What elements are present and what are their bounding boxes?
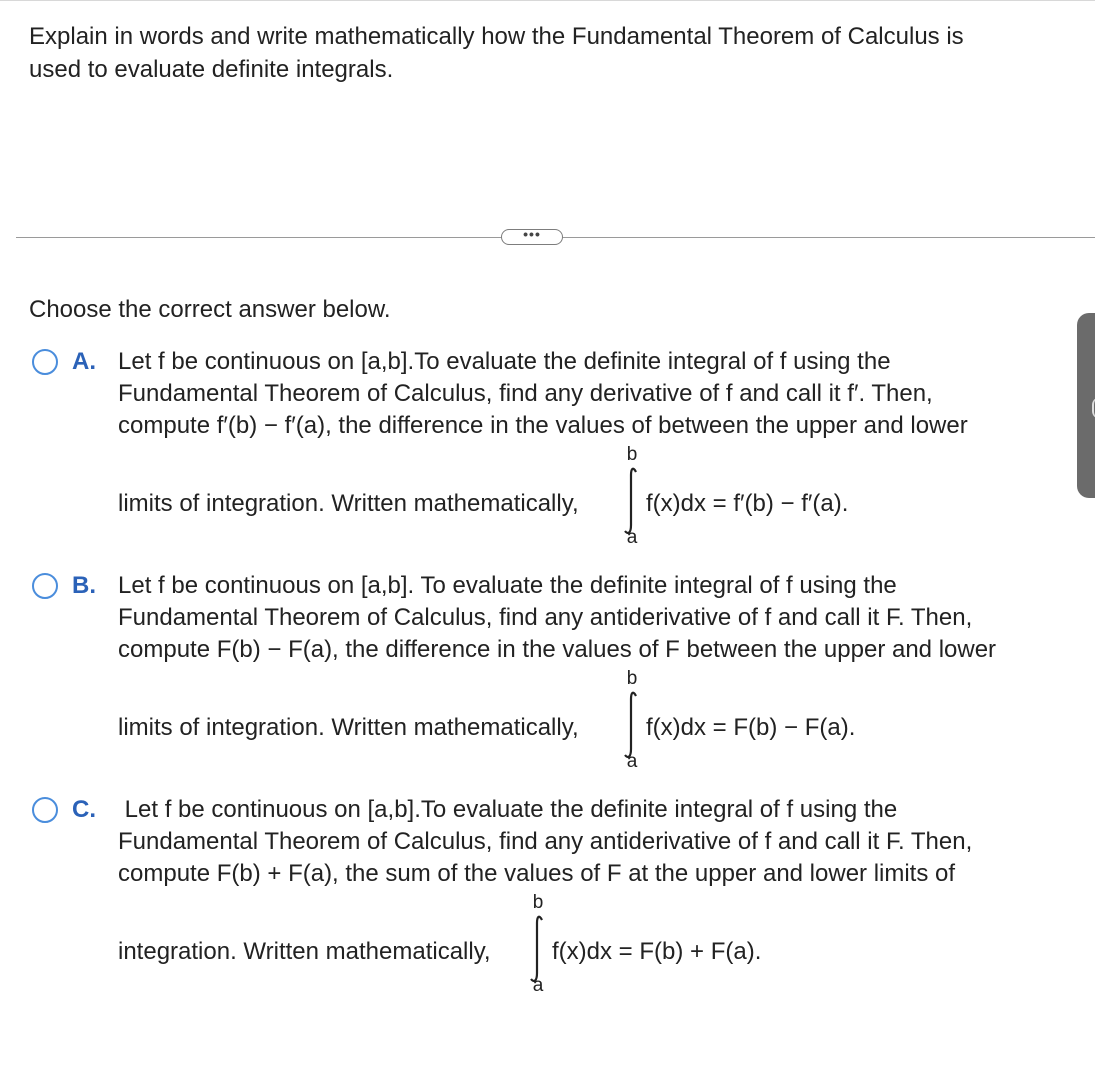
option-b-math-prefix: limits of integration. Written mathematically, <box>118 714 579 741</box>
radio-button-c[interactable] <box>32 797 58 823</box>
lower-limit-b: a <box>626 751 638 772</box>
expand-more-button[interactable] <box>501 226 563 245</box>
option-c-line-1: Let f be continuous on [a,b].To evaluate the definite integral of f using the <box>118 796 898 823</box>
answer-option-a[interactable] <box>0 345 1095 555</box>
option-c-line-2: Fundamental Theorem of Calculus, find any antiderivative of f and call it F. Then, <box>118 828 973 855</box>
answer-prompt: Choose the correct answer below. <box>29 296 391 323</box>
radio-button-a[interactable] <box>32 349 58 375</box>
option-b-line-3: compute F(b) − F(a), the difference in the values of F between the upper and lower <box>118 636 997 663</box>
option-letter-a: A. <box>72 348 96 375</box>
option-text-b <box>118 570 1083 666</box>
option-c-math-line <box>118 936 491 968</box>
option-text-c <box>118 794 1083 890</box>
more-dots-icon: ••• <box>523 226 541 242</box>
option-c-line-3: compute F(b) + F(a), the sum of the values of F at the upper and lower limits of <box>118 860 956 887</box>
answer-option-c[interactable] <box>0 793 1095 1003</box>
lower-limit-c: a <box>532 975 544 996</box>
option-c-math-prefix: integration. Written mathematically, <box>118 938 491 965</box>
option-a-math-expr: f(x)dx = f′(b) − f′(a). <box>646 490 849 517</box>
upper-limit-b: b <box>626 668 638 689</box>
question-line-2: used to evaluate definite integrals. <box>29 56 394 83</box>
upper-limit-c: b <box>532 892 544 913</box>
upper-limit-a: b <box>626 444 638 465</box>
option-a-math-prefix: limits of integration. Written mathematically, <box>118 490 579 517</box>
option-letter-b: B. <box>72 572 96 599</box>
option-b-math-line <box>118 712 579 744</box>
lower-limit-a: a <box>626 527 638 548</box>
option-text-a <box>118 346 1083 442</box>
radio-button-b[interactable] <box>32 573 58 599</box>
option-a-line-3: compute f′(b) − f′(a), the difference in the values of between the upper and lower <box>118 412 968 439</box>
answer-option-b[interactable] <box>0 569 1095 779</box>
top-border <box>0 0 1095 1</box>
question-text <box>29 20 1069 86</box>
option-b-math-expr: f(x)dx = F(b) − F(a). <box>646 714 856 741</box>
option-letter-c: C. <box>72 796 96 823</box>
question-line-1: Explain in words and write mathematically how the Fundamental Theorem of Calculus is <box>29 23 964 50</box>
side-scroll-handle[interactable] <box>1077 313 1095 498</box>
option-b-line-1: Let f be continuous on [a,b]. To evaluate the definite integral of f using the <box>118 572 897 599</box>
option-c-math-expr: f(x)dx = F(b) + F(a). <box>552 938 762 965</box>
option-b-line-2: Fundamental Theorem of Calculus, find any antiderivative of f and call it F. Then, <box>118 604 973 631</box>
option-a-line-2: Fundamental Theorem of Calculus, find any derivative of f and call it f′. Then, <box>118 380 933 407</box>
option-a-math-line <box>118 488 579 520</box>
option-a-line-1: Let f be continuous on [a,b].To evaluate the definite integral of f using the <box>118 348 891 375</box>
